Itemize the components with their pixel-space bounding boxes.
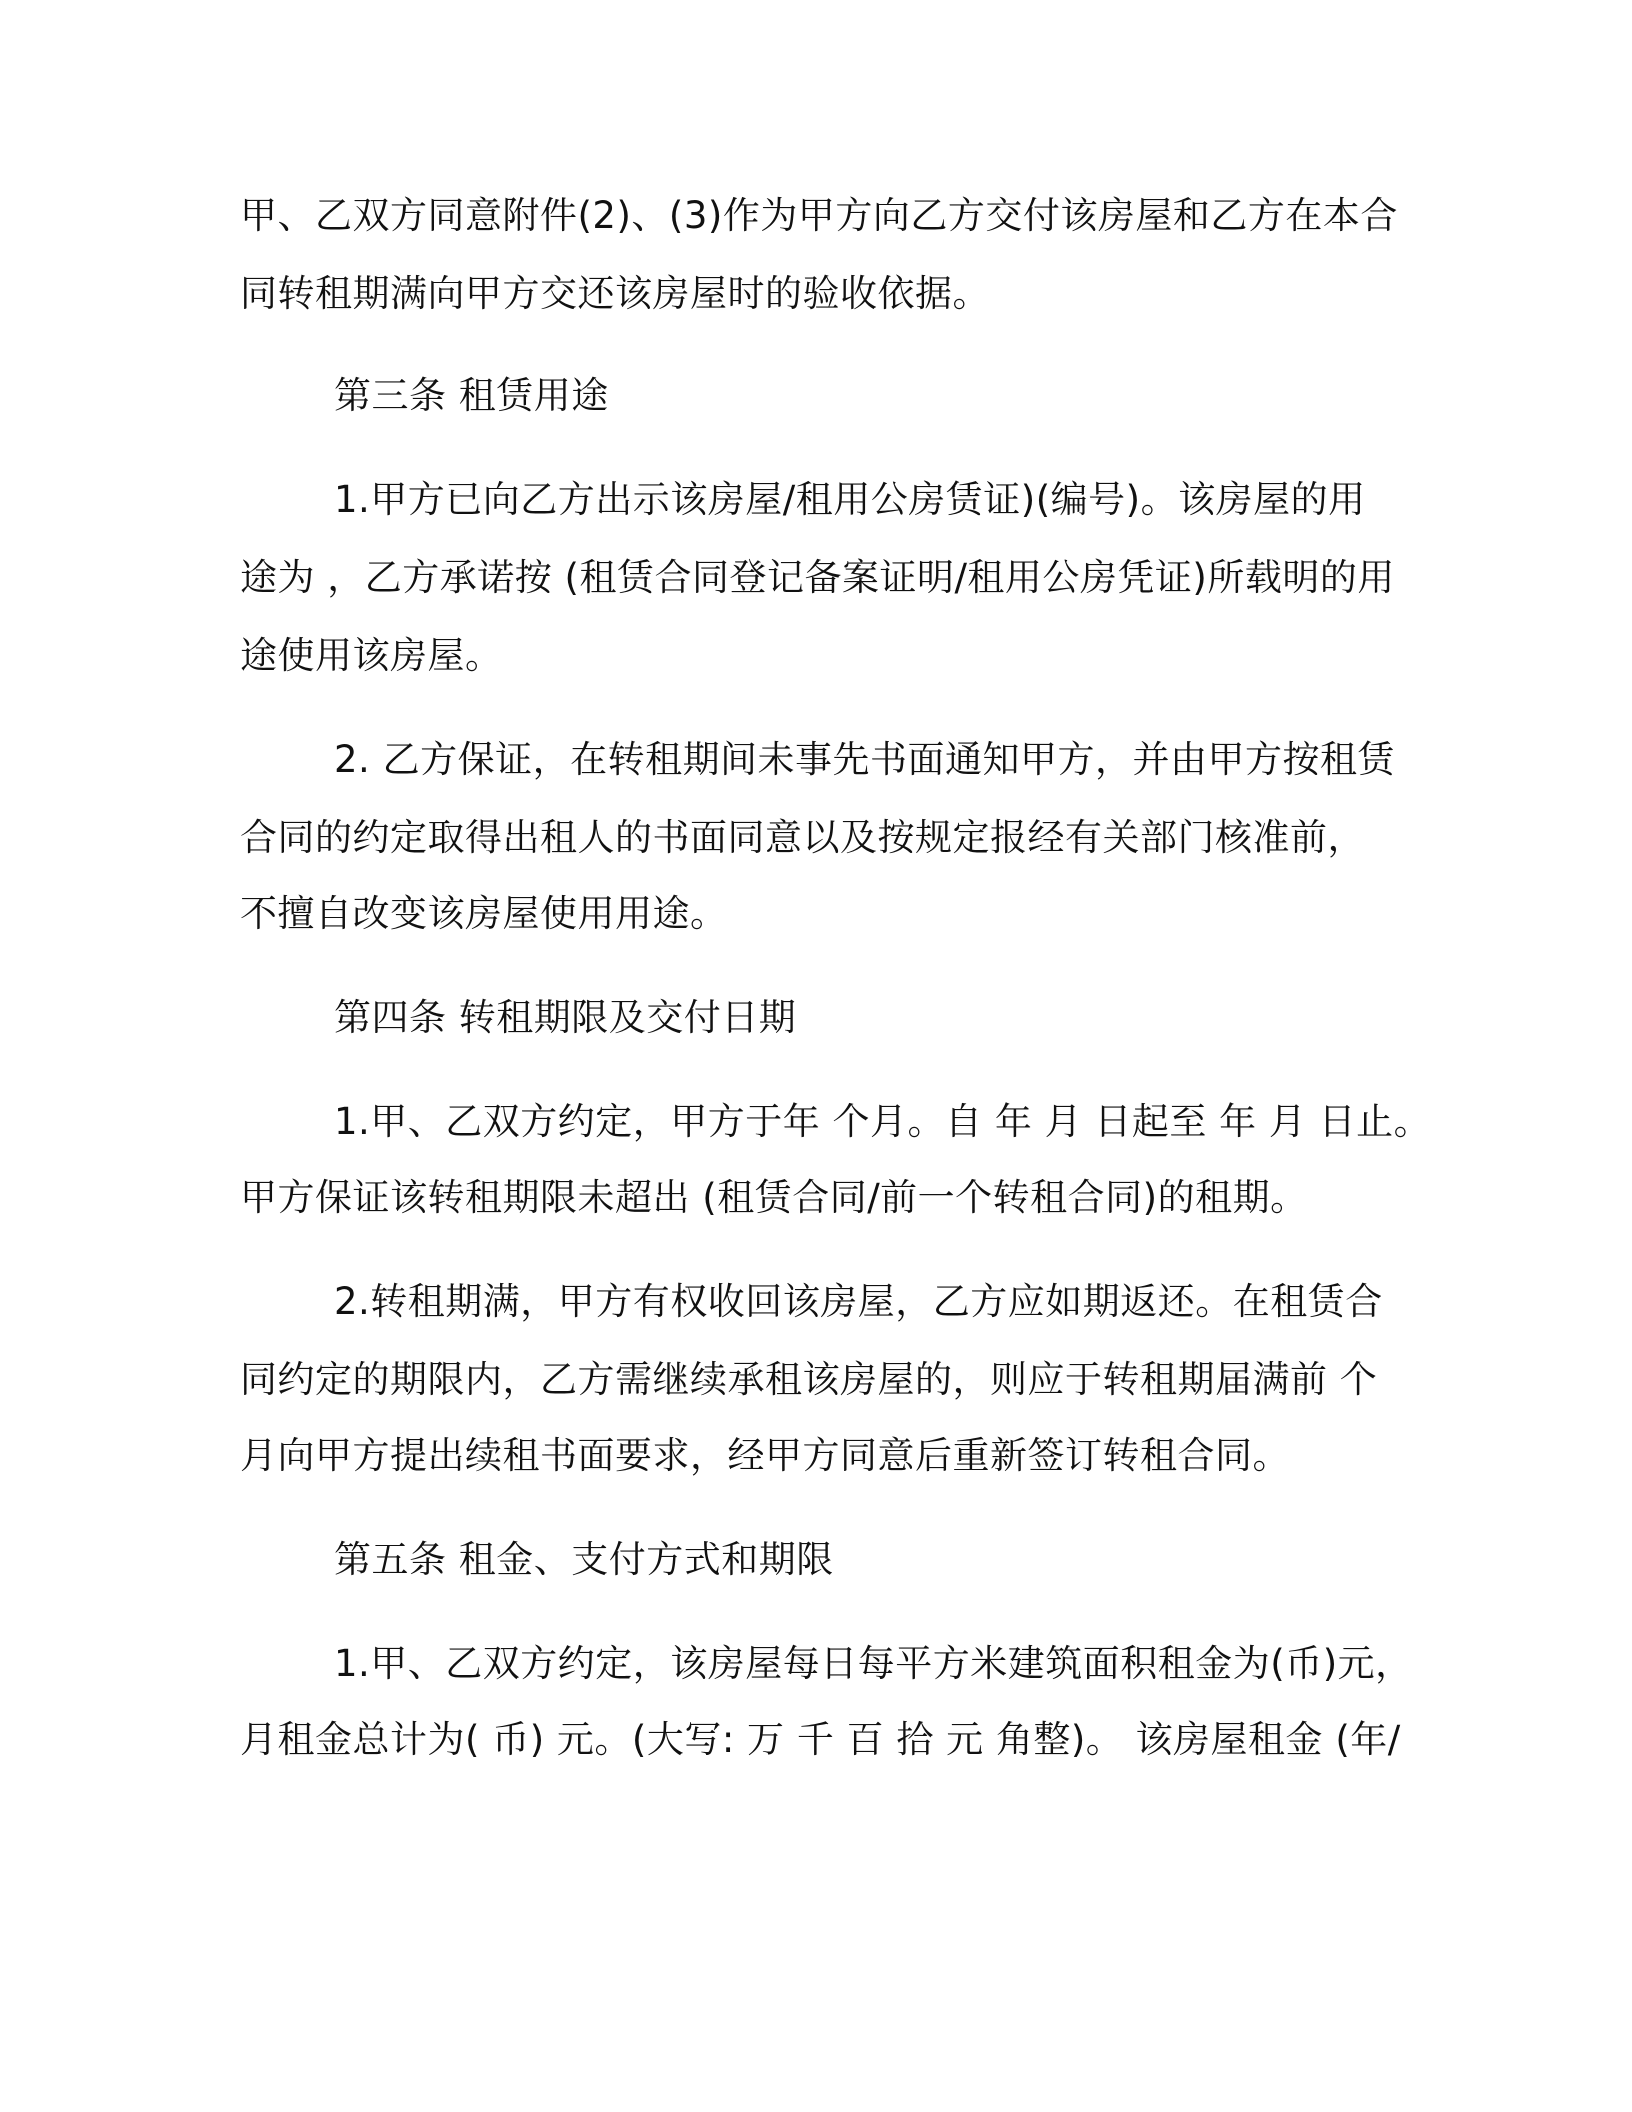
paragraph-line: 1.甲、乙双方约定，甲方于年 个月。自 年 月 日起至 年 月 日止。 (334, 1100, 1432, 1143)
paragraph-line: 不擅自改变该房屋使用用途。 (240, 892, 728, 935)
article-heading: 第五条 租金、支付方式和期限 (334, 1538, 834, 1581)
paragraph-line: 同约定的期限内，乙方需继续承租该房屋的，则应于转租期届满前 个 (240, 1358, 1378, 1401)
paragraph-line: 同转租期满向甲方交还该房屋时的验收依据。 (240, 272, 990, 315)
paragraph-line: 1.甲、乙双方约定，该房屋每日每平方米建筑面积租金为(币)元， (334, 1642, 1413, 1685)
paragraph-line: 1.甲方已向乙方出示该房屋/租用公房赁证)(编号)。该房屋的用 (334, 478, 1366, 521)
paragraph-line: 合同的约定取得出租人的书面同意以及按规定报经有关部门核准前， (240, 816, 1365, 859)
paragraph-line: 2.转租期满，甲方有权收回该房屋，乙方应如期返还。在租赁合 (334, 1280, 1383, 1323)
paragraph-line: 月租金总计为( 币) 元。(大写: 万 千 百 拾 元 角整)。 该房屋租金 (年/ (240, 1718, 1401, 1761)
paragraph-line: 途使用该房屋。 (240, 634, 503, 677)
paragraph-line: 途为 ，乙方承诺按 (租赁合同登记备案证明/租用公房凭证)所载明的用 (240, 556, 1395, 599)
paragraph-line: 月向甲方提出续租书面要求，经甲方同意后重新签订转租合同。 (240, 1434, 1290, 1477)
paragraph-line: 甲方保证该转租期限未超出 (租赁合同/前一个转租合同)的租期。 (240, 1176, 1308, 1219)
paragraph-line: 甲、乙双方同意附件(2)、(3)作为甲方向乙方交付该房屋和乙方在本合 (240, 194, 1398, 237)
article-heading: 第四条 转租期限及交付日期 (334, 996, 797, 1039)
paragraph-line: 2. 乙方保证，在转租期间未事先书面通知甲方，并由甲方按租赁 (334, 738, 1396, 781)
article-heading: 第三条 租赁用途 (334, 374, 609, 417)
